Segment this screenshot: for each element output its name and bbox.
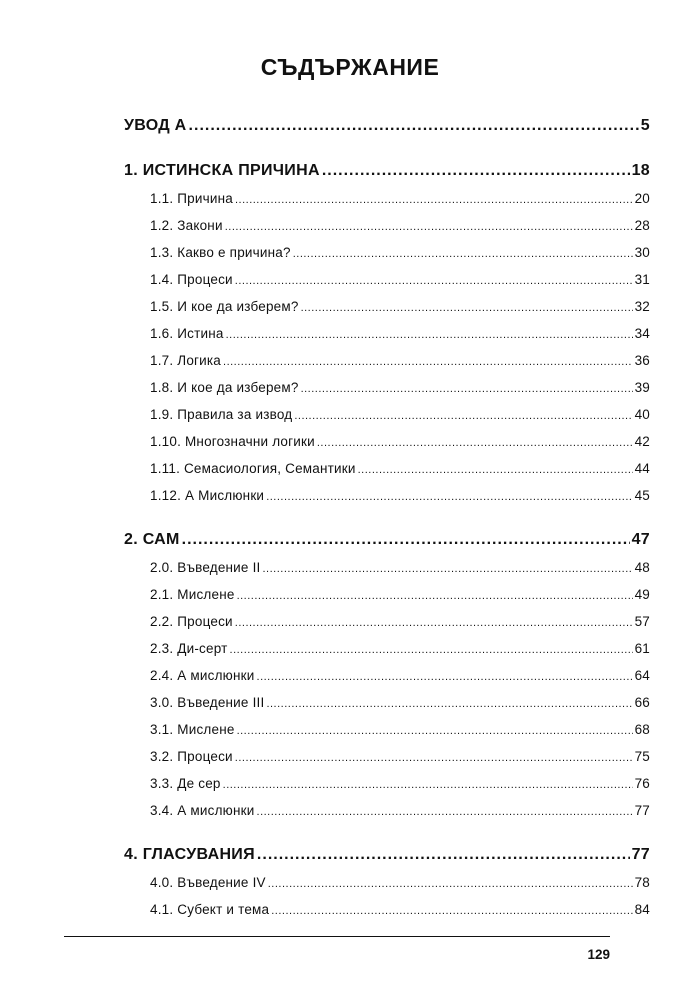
toc-entry-page-number: 48 bbox=[634, 560, 650, 575]
toc-entry-page-number: 20 bbox=[634, 191, 650, 206]
toc-entry-page-number: 57 bbox=[634, 614, 650, 629]
toc-section-entry bbox=[150, 902, 650, 917]
footer-divider bbox=[64, 936, 610, 937]
toc-section-entry bbox=[150, 407, 650, 422]
toc-entry-page-number: 32 bbox=[634, 299, 650, 314]
toc-entry-label: 2. САМ bbox=[124, 531, 180, 548]
toc-entry-page-number: 28 bbox=[634, 218, 650, 233]
toc-entry-page-number: 84 bbox=[634, 902, 650, 917]
toc-section-entry bbox=[150, 299, 650, 314]
dot-leader bbox=[189, 117, 639, 135]
toc-entry-page-number: 5 bbox=[640, 117, 650, 134]
toc-entry-label: 1.10. Многозначни логики bbox=[150, 434, 315, 449]
toc-entry-page-number: 36 bbox=[634, 353, 650, 368]
toc-chapter-entry bbox=[124, 162, 650, 180]
toc-entry-page-number: 31 bbox=[634, 272, 650, 287]
toc-section-entry bbox=[150, 587, 650, 602]
toc-section-entry bbox=[150, 488, 650, 503]
toc-entry-label: 1.6. Истина bbox=[150, 326, 224, 341]
toc-entry-label: 1.2. Закони bbox=[150, 218, 223, 233]
toc-entry-label: 1.7. Логика bbox=[150, 353, 222, 368]
toc-entry-label: 1.4. Процеси bbox=[150, 272, 233, 287]
dot-leader bbox=[301, 302, 633, 314]
page-number: 129 bbox=[587, 947, 610, 962]
toc-entry-label: 1.1. Причина bbox=[150, 191, 233, 206]
dot-leader bbox=[257, 671, 633, 683]
toc-section-entry bbox=[150, 326, 650, 341]
toc-entry-page-number: 49 bbox=[634, 587, 650, 602]
dot-leader bbox=[317, 437, 633, 449]
toc-entry-label: 3.4. А мислюнки bbox=[150, 803, 255, 818]
dot-leader bbox=[230, 644, 633, 656]
toc-entry-page-number: 42 bbox=[634, 434, 650, 449]
dot-leader bbox=[257, 806, 633, 818]
toc-entry-page-number: 39 bbox=[634, 380, 650, 395]
toc-entry-page-number: 77 bbox=[634, 803, 650, 818]
toc-section-entry bbox=[150, 218, 650, 233]
toc-entry-page-number: 68 bbox=[634, 722, 650, 737]
dot-leader bbox=[322, 162, 630, 180]
dot-leader bbox=[235, 617, 633, 629]
toc-entry-label: 3.0. Въведение III bbox=[150, 695, 265, 710]
toc-section-entry bbox=[150, 434, 650, 449]
toc-section-entry bbox=[150, 641, 650, 656]
toc-entry-label: 3.3. Де сер bbox=[150, 776, 221, 791]
toc-section-entry bbox=[150, 245, 650, 260]
toc-entry-page-number: 66 bbox=[634, 695, 650, 710]
page-title: СЪДЪРЖАНИЕ bbox=[260, 54, 440, 80]
toc-entry-label: 1.8. И кое да изберем? bbox=[150, 380, 299, 395]
toc-section-entry bbox=[150, 380, 650, 395]
dot-leader bbox=[235, 194, 633, 206]
toc-entry-page-number: 78 bbox=[634, 875, 650, 890]
toc-section-entry bbox=[150, 560, 650, 575]
toc-entry-label: 1.9. Правила за извод bbox=[150, 407, 293, 422]
toc-entry-page-number: 64 bbox=[634, 668, 650, 683]
toc-section-entry bbox=[150, 749, 650, 764]
toc-entry-page-number: 45 bbox=[634, 488, 650, 503]
toc-section-entry bbox=[150, 803, 650, 818]
dot-leader bbox=[294, 410, 632, 422]
toc-entry-page-number: 76 bbox=[634, 776, 650, 791]
toc-entry-page-number: 61 bbox=[634, 641, 650, 656]
dot-leader bbox=[301, 383, 633, 395]
dot-leader bbox=[237, 725, 633, 737]
toc-section-entry bbox=[150, 272, 650, 287]
toc-entry-page-number: 75 bbox=[634, 749, 650, 764]
toc-entry-label: 1.3. Какво е причина? bbox=[150, 245, 291, 260]
toc-entry-label: 1.12. А Мислюнки bbox=[150, 488, 265, 503]
dot-leader bbox=[223, 356, 633, 368]
dot-leader bbox=[293, 248, 633, 260]
toc-section-entry bbox=[150, 461, 650, 476]
toc-entry-page-number: 40 bbox=[634, 407, 650, 422]
toc-section-entry bbox=[150, 353, 650, 368]
toc-section-entry bbox=[150, 875, 650, 890]
dot-leader bbox=[266, 491, 632, 503]
toc-section-entry bbox=[150, 668, 650, 683]
dot-leader bbox=[223, 779, 633, 791]
toc-entry-page-number: 47 bbox=[631, 531, 650, 548]
toc-chapter-entry bbox=[124, 117, 650, 135]
toc-entry-label: 2.1. Мислене bbox=[150, 587, 235, 602]
toc-entry-page-number: 18 bbox=[631, 162, 650, 179]
toc-section-entry bbox=[150, 614, 650, 629]
toc-entry-label: 2.2. Процеси bbox=[150, 614, 233, 629]
toc-entry-label: 2.4. А мислюнки bbox=[150, 668, 255, 683]
toc-entry-page-number: 77 bbox=[631, 846, 650, 863]
toc-entry-label: 3.2. Процеси bbox=[150, 749, 233, 764]
dot-leader bbox=[182, 531, 630, 549]
dot-leader bbox=[226, 329, 633, 341]
toc-entry-label: 1. ИСТИНСКА ПРИЧИНА bbox=[124, 162, 320, 179]
toc-chapter-entry bbox=[124, 846, 650, 864]
dot-leader bbox=[235, 275, 633, 287]
toc-entry-label: 2.0. Въведение II bbox=[150, 560, 261, 575]
dot-leader bbox=[268, 878, 633, 890]
toc-section-entry bbox=[150, 191, 650, 206]
toc-section-entry bbox=[150, 722, 650, 737]
dot-leader bbox=[358, 464, 633, 476]
toc-section-entry bbox=[150, 695, 650, 710]
dot-leader bbox=[266, 698, 632, 710]
dot-leader bbox=[225, 221, 633, 233]
dot-leader bbox=[271, 905, 632, 917]
toc-section-entry bbox=[150, 776, 650, 791]
dot-leader bbox=[257, 846, 630, 864]
dot-leader bbox=[262, 563, 632, 575]
toc-entry-label: 4.0. Въведение IV bbox=[150, 875, 266, 890]
toc-entry-label: УВОД А bbox=[124, 117, 187, 134]
toc-entry-label: 1.11. Семасиология, Семантики bbox=[150, 461, 356, 476]
toc-entry-page-number: 34 bbox=[634, 326, 650, 341]
toc-entry-label: 1.5. И кое да изберем? bbox=[150, 299, 299, 314]
toc-entry-label: 3.1. Мислене bbox=[150, 722, 235, 737]
toc-entry-page-number: 44 bbox=[634, 461, 650, 476]
dot-leader bbox=[235, 752, 633, 764]
dot-leader bbox=[237, 590, 633, 602]
toc-entry-page-number: 30 bbox=[634, 245, 650, 260]
toc-entry-label: 2.3. Ди-серт bbox=[150, 641, 228, 656]
toc-chapter-entry bbox=[124, 531, 650, 549]
toc-entry-label: 4.1. Субект и тема bbox=[150, 902, 270, 917]
toc-entry-label: 4. ГЛАСУВАНИЯ bbox=[124, 846, 255, 863]
